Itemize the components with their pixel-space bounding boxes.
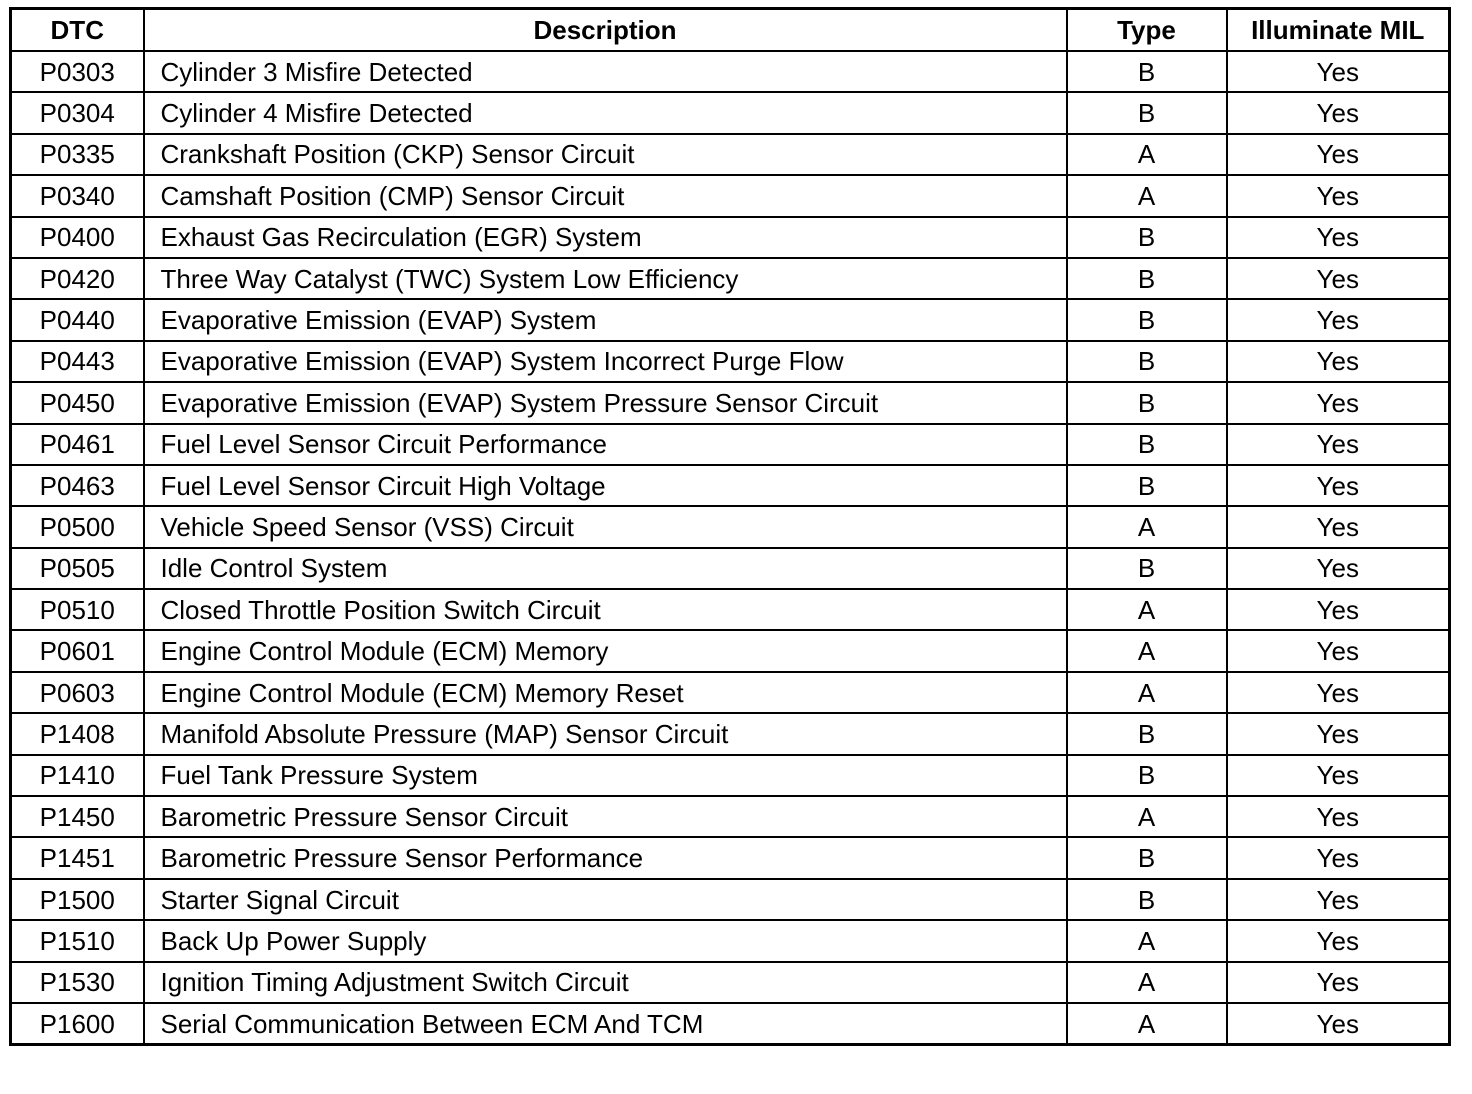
cell-dtc: P1408 — [11, 713, 144, 754]
cell-description: Vehicle Speed Sensor (VSS) Circuit — [144, 506, 1067, 547]
cell-type: B — [1067, 837, 1227, 878]
cell-dtc: P0510 — [11, 589, 144, 630]
table-row — [11, 92, 1450, 133]
cell-dtc: P1451 — [11, 837, 144, 878]
cell-dtc: P0505 — [11, 548, 144, 589]
cell-type: B — [1067, 465, 1227, 506]
cell-type: B — [1067, 258, 1227, 299]
cell-type: A — [1067, 962, 1227, 1003]
table-row — [11, 837, 1450, 878]
cell-description: Cylinder 3 Misfire Detected — [144, 51, 1067, 92]
cell-dtc: P0304 — [11, 92, 144, 133]
table-row — [11, 217, 1450, 258]
cell-description: Camshaft Position (CMP) Sensor Circuit — [144, 175, 1067, 216]
cell-illuminate-mil: Yes — [1227, 258, 1450, 299]
cell-type: A — [1067, 589, 1227, 630]
cell-type: B — [1067, 424, 1227, 465]
cell-type: B — [1067, 879, 1227, 920]
cell-type: B — [1067, 217, 1227, 258]
cell-type: B — [1067, 92, 1227, 133]
cell-illuminate-mil: Yes — [1227, 589, 1450, 630]
header-illuminate-mil: Illuminate MIL — [1227, 9, 1450, 52]
table-row — [11, 879, 1450, 920]
cell-type: A — [1067, 920, 1227, 961]
cell-description: Barometric Pressure Sensor Performance — [144, 837, 1067, 878]
header-row — [11, 9, 1450, 52]
cell-dtc: P1410 — [11, 755, 144, 796]
cell-type: B — [1067, 341, 1227, 382]
cell-dtc: P0461 — [11, 424, 144, 465]
cell-type: B — [1067, 299, 1227, 340]
cell-illuminate-mil: Yes — [1227, 1003, 1450, 1045]
cell-illuminate-mil: Yes — [1227, 175, 1450, 216]
cell-type: A — [1067, 134, 1227, 175]
cell-type: A — [1067, 506, 1227, 547]
cell-type: B — [1067, 755, 1227, 796]
cell-type: B — [1067, 548, 1227, 589]
table-row — [11, 962, 1450, 1003]
cell-description: Back Up Power Supply — [144, 920, 1067, 961]
cell-description: Closed Throttle Position Switch Circuit — [144, 589, 1067, 630]
table-row — [11, 134, 1450, 175]
cell-illuminate-mil: Yes — [1227, 962, 1450, 1003]
cell-illuminate-mil: Yes — [1227, 837, 1450, 878]
cell-description: Idle Control System — [144, 548, 1067, 589]
table-row — [11, 630, 1450, 671]
cell-type: B — [1067, 713, 1227, 754]
header-dtc: DTC — [11, 9, 144, 52]
table-row — [11, 506, 1450, 547]
cell-description: Evaporative Emission (EVAP) System Incorrect Purge Flow — [144, 341, 1067, 382]
cell-dtc: P1500 — [11, 879, 144, 920]
table-row — [11, 548, 1450, 589]
cell-illuminate-mil: Yes — [1227, 672, 1450, 713]
cell-description: Engine Control Module (ECM) Memory — [144, 630, 1067, 671]
cell-type: A — [1067, 672, 1227, 713]
cell-description: Fuel Level Sensor Circuit Performance — [144, 424, 1067, 465]
table-row — [11, 424, 1450, 465]
cell-description: Fuel Tank Pressure System — [144, 755, 1067, 796]
table-row — [11, 465, 1450, 506]
cell-description: Barometric Pressure Sensor Circuit — [144, 796, 1067, 837]
cell-dtc: P0440 — [11, 299, 144, 340]
cell-dtc: P0603 — [11, 672, 144, 713]
table-row — [11, 175, 1450, 216]
cell-dtc: P0420 — [11, 258, 144, 299]
table-row — [11, 713, 1450, 754]
cell-type: B — [1067, 382, 1227, 423]
table-row — [11, 796, 1450, 837]
cell-illuminate-mil: Yes — [1227, 92, 1450, 133]
cell-dtc: P0450 — [11, 382, 144, 423]
cell-description: Three Way Catalyst (TWC) System Low Efficiency — [144, 258, 1067, 299]
table-row — [11, 382, 1450, 423]
cell-type: A — [1067, 1003, 1227, 1045]
cell-description: Serial Communication Between ECM And TCM — [144, 1003, 1067, 1045]
cell-dtc: P0463 — [11, 465, 144, 506]
cell-illuminate-mil: Yes — [1227, 299, 1450, 340]
table-body — [11, 51, 1450, 1045]
cell-description: Evaporative Emission (EVAP) System — [144, 299, 1067, 340]
cell-illuminate-mil: Yes — [1227, 341, 1450, 382]
table-row — [11, 672, 1450, 713]
dtc-table — [9, 7, 1451, 1046]
cell-description: Cylinder 4 Misfire Detected — [144, 92, 1067, 133]
cell-description: Starter Signal Circuit — [144, 879, 1067, 920]
table-row — [11, 299, 1450, 340]
cell-description: Evaporative Emission (EVAP) System Pressure Sensor Circuit — [144, 382, 1067, 423]
cell-illuminate-mil: Yes — [1227, 630, 1450, 671]
cell-description: Exhaust Gas Recirculation (EGR) System — [144, 217, 1067, 258]
cell-dtc: P0335 — [11, 134, 144, 175]
cell-dtc: P1530 — [11, 962, 144, 1003]
cell-illuminate-mil: Yes — [1227, 217, 1450, 258]
cell-dtc: P1600 — [11, 1003, 144, 1045]
cell-illuminate-mil: Yes — [1227, 506, 1450, 547]
cell-dtc: P0500 — [11, 506, 144, 547]
cell-description: Ignition Timing Adjustment Switch Circuit — [144, 962, 1067, 1003]
header-description: Description — [144, 9, 1067, 52]
cell-illuminate-mil: Yes — [1227, 548, 1450, 589]
cell-description: Crankshaft Position (CKP) Sensor Circuit — [144, 134, 1067, 175]
table-row — [11, 589, 1450, 630]
cell-dtc: P0303 — [11, 51, 144, 92]
cell-illuminate-mil: Yes — [1227, 465, 1450, 506]
cell-illuminate-mil: Yes — [1227, 424, 1450, 465]
cell-dtc: P1510 — [11, 920, 144, 961]
cell-illuminate-mil: Yes — [1227, 755, 1450, 796]
cell-dtc: P0400 — [11, 217, 144, 258]
cell-illuminate-mil: Yes — [1227, 879, 1450, 920]
table-row — [11, 51, 1450, 92]
cell-illuminate-mil: Yes — [1227, 920, 1450, 961]
cell-type: A — [1067, 796, 1227, 837]
cell-description: Fuel Level Sensor Circuit High Voltage — [144, 465, 1067, 506]
table-row — [11, 755, 1450, 796]
cell-type: A — [1067, 630, 1227, 671]
cell-dtc: P1450 — [11, 796, 144, 837]
cell-illuminate-mil: Yes — [1227, 134, 1450, 175]
cell-illuminate-mil: Yes — [1227, 51, 1450, 92]
cell-illuminate-mil: Yes — [1227, 382, 1450, 423]
header-type: Type — [1067, 9, 1227, 52]
table-row — [11, 920, 1450, 961]
cell-description: Manifold Absolute Pressure (MAP) Sensor Circuit — [144, 713, 1067, 754]
cell-type: B — [1067, 51, 1227, 92]
cell-illuminate-mil: Yes — [1227, 713, 1450, 754]
table-row — [11, 341, 1450, 382]
table-row — [11, 258, 1450, 299]
cell-dtc: P0601 — [11, 630, 144, 671]
cell-dtc: P0443 — [11, 341, 144, 382]
table-row — [11, 1003, 1450, 1045]
cell-description: Engine Control Module (ECM) Memory Reset — [144, 672, 1067, 713]
cell-dtc: P0340 — [11, 175, 144, 216]
cell-illuminate-mil: Yes — [1227, 796, 1450, 837]
table-header — [11, 9, 1450, 52]
cell-type: A — [1067, 175, 1227, 216]
